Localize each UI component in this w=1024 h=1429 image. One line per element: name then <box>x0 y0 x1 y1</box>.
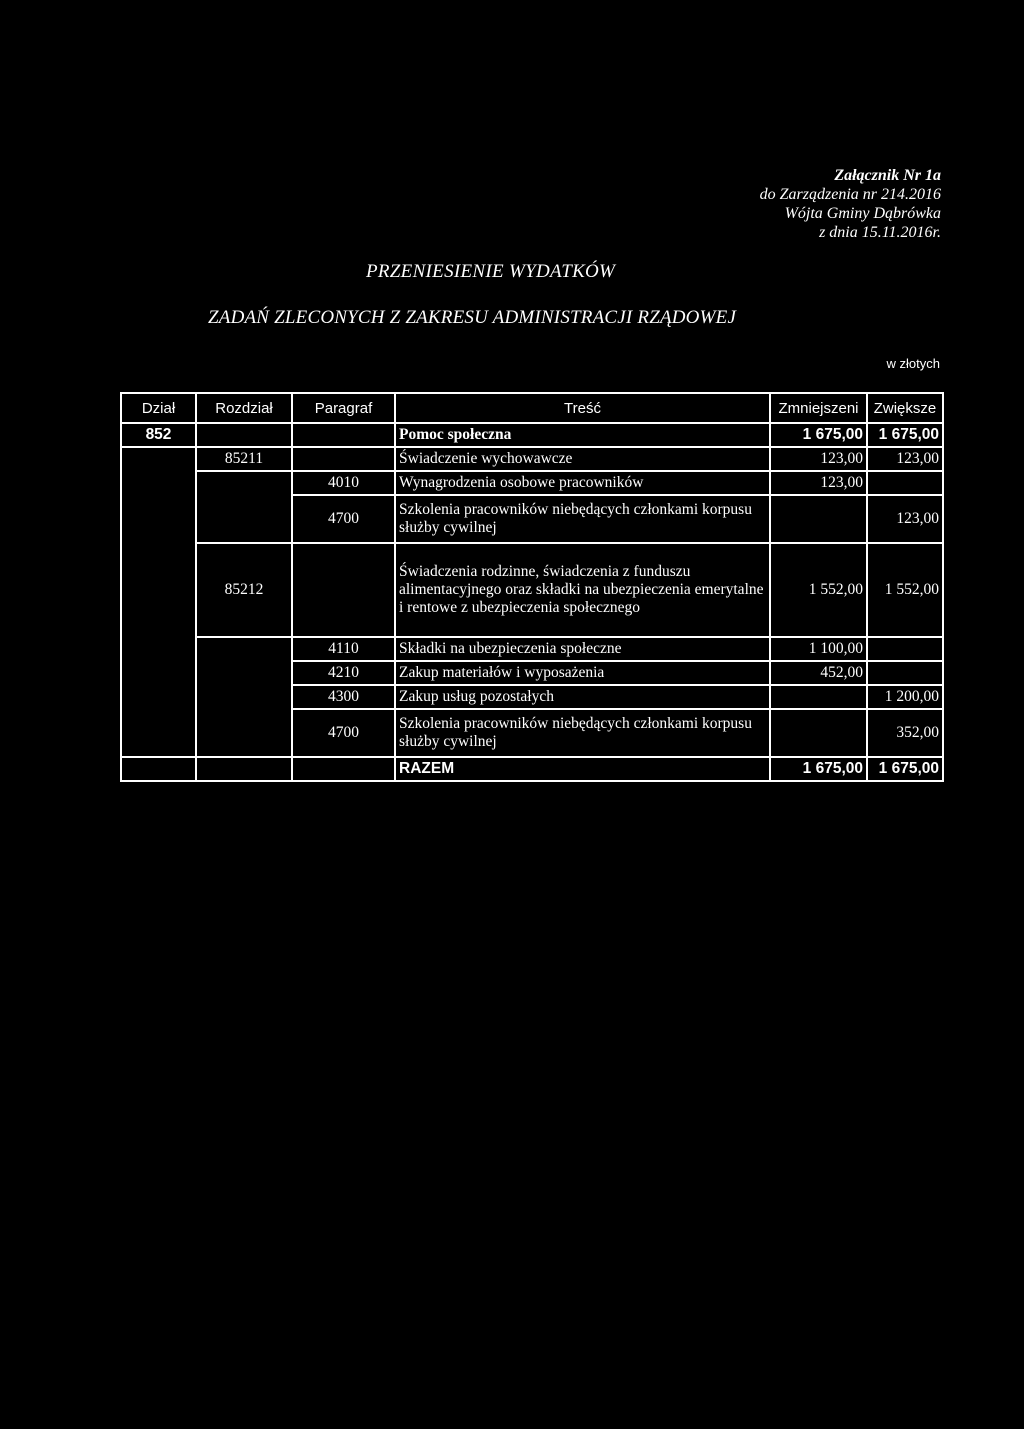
attachment-ordinance: do Zarządzenia nr 214.2016 <box>759 186 941 203</box>
cell-zmniejszenie: 1 552,00 <box>770 543 867 637</box>
cell-tresc: Świadczenie wychowawcze <box>395 447 770 471</box>
cell-paragraf: 4010 <box>292 471 395 495</box>
cell-rozdzial: 85212 <box>196 543 292 637</box>
document-subtitle: ZADAŃ ZLECONYCH Z ZAKRESU ADMINISTRACJI RZĄDOWEJ <box>208 307 737 328</box>
cell-rozdzial <box>196 471 292 495</box>
cell-zwiekszenie: 352,00 <box>867 709 943 757</box>
cell-zwiekszenie: 1 675,00 <box>867 423 943 447</box>
table-row <box>121 543 943 637</box>
table-row <box>121 637 943 661</box>
document-title: PRZENIESIENIE WYDATKÓW <box>366 261 616 282</box>
cell-dzial <box>121 661 196 685</box>
currency-unit-label: w złotych <box>886 356 940 371</box>
cell-tresc: Wynagrodzenia osobowe pracowników <box>395 471 770 495</box>
cell-paragraf: 4110 <box>292 637 395 661</box>
attachment-title: Załącznik Nr 1a <box>834 167 941 184</box>
cell-zwiekszenie: 1 200,00 <box>867 685 943 709</box>
table-header-row <box>121 393 943 423</box>
table-row <box>121 447 943 471</box>
cell-zmniejszenie <box>770 709 867 757</box>
total-zwiekszenie: 1 675,00 <box>867 757 943 781</box>
cell-paragraf <box>292 543 395 637</box>
cell-tresc: Szkolenia pracowników niebędących członkami korpusu służby cywilnej <box>395 495 770 543</box>
table-total-row <box>121 757 943 781</box>
cell-zmniejszenie <box>770 685 867 709</box>
cell-paragraf: 4700 <box>292 709 395 757</box>
header-zwiekszenie: Zwiększe <box>867 393 943 423</box>
cell-zmniejszenie: 1 675,00 <box>770 423 867 447</box>
table-row <box>121 495 943 543</box>
cell-zwiekszenie <box>867 661 943 685</box>
cell-tresc: Zakup usług pozostałych <box>395 685 770 709</box>
cell-zwiekszenie: 1 552,00 <box>867 543 943 637</box>
table-row <box>121 423 943 447</box>
cell-tresc: Składki na ubezpieczenia społeczne <box>395 637 770 661</box>
header-dzial: Dział <box>121 393 196 423</box>
cell-dzial <box>121 471 196 495</box>
cell-rozdzial <box>196 661 292 685</box>
cell-dzial: 852 <box>121 423 196 447</box>
cell-zmniejszenie: 1 100,00 <box>770 637 867 661</box>
cell-zmniejszenie: 123,00 <box>770 471 867 495</box>
cell-paragraf: 4700 <box>292 495 395 543</box>
cell-tresc: Świadczenia rodzinne, świadczenia z funduszu alimentacyjnego oraz składki na ubezpieczenia emerytalne i rentowe z ubezpieczenia społecznego <box>395 543 770 637</box>
table-row <box>121 709 943 757</box>
cell-paragraf <box>292 423 395 447</box>
cell-tresc: Szkolenia pracowników niebędących członkami korpusu służby cywilnej <box>395 709 770 757</box>
cell-rozdzial <box>196 685 292 709</box>
cell-dzial <box>121 495 196 543</box>
cell-zwiekszenie: 123,00 <box>867 447 943 471</box>
budget-transfer-table <box>120 392 944 782</box>
attachment-date: z dnia 15.11.2016r. <box>819 224 941 241</box>
cell-zmniejszenie: 452,00 <box>770 661 867 685</box>
cell-dzial <box>121 685 196 709</box>
cell-rozdzial <box>196 709 292 757</box>
attachment-authority: Wójta Gminy Dąbrówka <box>784 205 941 222</box>
cell-zmniejszenie: 123,00 <box>770 447 867 471</box>
total-label: RAZEM <box>395 757 770 781</box>
cell-paragraf <box>292 447 395 471</box>
cell-dzial <box>121 757 196 781</box>
header-tresc: Treść <box>395 393 770 423</box>
table-row <box>121 661 943 685</box>
cell-dzial <box>121 709 196 757</box>
cell-paragraf <box>292 757 395 781</box>
cell-rozdzial: 85211 <box>196 447 292 471</box>
header-rozdzial: Rozdział <box>196 393 292 423</box>
cell-rozdzial <box>196 423 292 447</box>
cell-zwiekszenie <box>867 637 943 661</box>
cell-rozdzial <box>196 637 292 661</box>
cell-dzial <box>121 447 196 471</box>
cell-rozdzial <box>196 757 292 781</box>
cell-dzial <box>121 543 196 637</box>
cell-tresc: Pomoc społeczna <box>395 423 770 447</box>
table-row <box>121 685 943 709</box>
header-zmniejszenie: Zmniejszeni <box>770 393 867 423</box>
cell-paragraf: 4210 <box>292 661 395 685</box>
cell-zwiekszenie: 123,00 <box>867 495 943 543</box>
cell-paragraf: 4300 <box>292 685 395 709</box>
cell-zwiekszenie <box>867 471 943 495</box>
table-row <box>121 471 943 495</box>
cell-rozdzial <box>196 495 292 543</box>
attachment-note <box>760 166 941 242</box>
cell-tresc: Zakup materiałów i wyposażenia <box>395 661 770 685</box>
cell-zmniejszenie <box>770 495 867 543</box>
header-paragraf: Paragraf <box>292 393 395 423</box>
cell-dzial <box>121 637 196 661</box>
total-zmniejszenie: 1 675,00 <box>770 757 867 781</box>
